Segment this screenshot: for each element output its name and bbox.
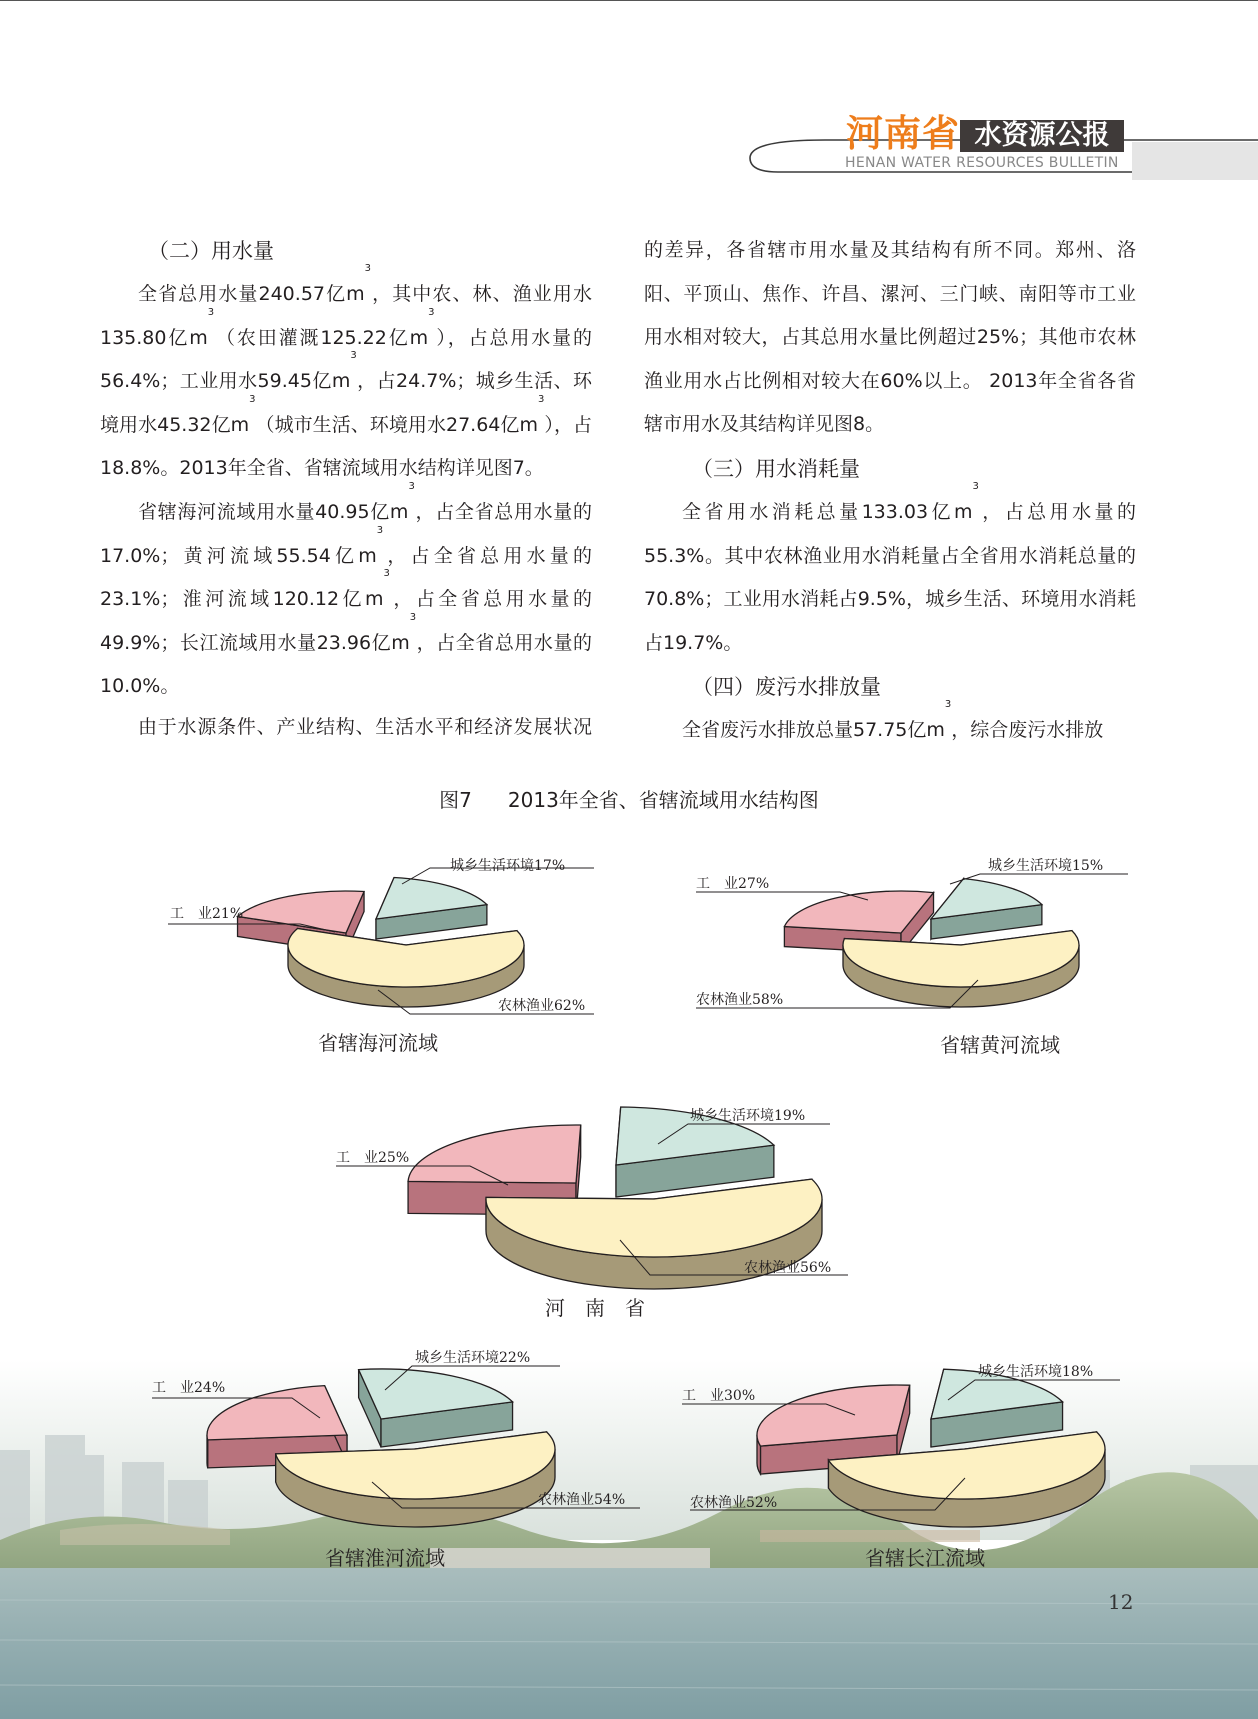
pie-label-industry: 工 业21% (170, 906, 244, 922)
pie-slice-domestic (376, 877, 487, 939)
pie-label-agriculture: 农林渔业56% (744, 1260, 832, 1276)
pie-label-industry: 工 业24% (152, 1380, 226, 1396)
pie-label-agriculture: 农林渔业54% (538, 1492, 626, 1508)
pie-title: 省辖海河流域 (318, 1031, 438, 1055)
pie-slice-top (207, 1386, 347, 1440)
pie-label-domestic: 城乡生活环境19% (690, 1108, 806, 1124)
pie-slice-agriculture (288, 928, 524, 1007)
pie-title: 省辖黄河流域 (940, 1033, 1060, 1057)
pie-chart-1 (168, 857, 594, 1055)
pie-label-domestic: 城乡生活环境18% (978, 1364, 1094, 1380)
pie-label-industry: 工 业30% (682, 1388, 756, 1404)
pie-title: 河 南 省 (545, 1296, 645, 1320)
pie-slice-domestic (359, 1369, 513, 1447)
pie-label-domestic: 城乡生活环境15% (988, 858, 1104, 874)
paragraph-total-use: 全省总用水量240.57亿$m^3$，其中农、林、渔业用水135.80亿$m^3$（农田灌溉125.22亿$m^3$），占总用水量的56.4%；工业用水59.45亿$m^3$，占24.7%；城乡生活、环境用水45.32亿$m^3$（城市生活、环境用水27.64亿$m^3$），占18.8%。2013年全省、省辖流域用水结构详见图7。 (100, 263, 592, 480)
header-title-box: 水资源公报 (960, 120, 1124, 152)
pie-label-industry: 工 业27% (696, 876, 770, 892)
figure-number: 图7 (439, 788, 472, 812)
figure-caption: 2013年全省、省辖流域用水结构图 (507, 788, 819, 812)
pie-slice-domestic (931, 1369, 1063, 1447)
heading-wastewater: （四）废污水排放量 (692, 675, 881, 700)
pie-label-agriculture: 农林渔业52% (690, 1495, 778, 1511)
pie-chart-5 (682, 1363, 1120, 1570)
pie-label-industry: 工 业25% (336, 1150, 410, 1166)
paragraph-city-use-cont: 的差异，各省辖市用水量及其结构有所不同。郑州、洛阳、平顶山、焦作、许昌、漯河、三门峡、南阳等市工业用水相对较大，占其总用水量比例超过25%；其他市农林渔业用水占比例相对较大在60%以上。 2013年全省各省辖市用水及其结构详见图8。 (644, 239, 1136, 436)
heading-consumption: （三）用水消耗量 (692, 457, 860, 481)
heading-water-use: （二）用水量 (148, 239, 274, 263)
pie-label-domestic: 城乡生活环境22% (415, 1350, 531, 1366)
paragraph-consumption: 全省用水消耗总量133.03亿$m^3$，占总用水量的55.3%。其中农林渔业用水消耗量占全省用水消耗总量的70.8%；工业用水消耗占9.5%，城乡生活、环境用水消耗占19.7%。 (644, 481, 1136, 654)
pie-label-domestic: 城乡生活环境17% (450, 858, 566, 874)
pie-label-agriculture: 农林渔业62% (498, 998, 586, 1014)
pie-chart-4 (152, 1349, 640, 1570)
pie-chart-2 (696, 857, 1128, 1057)
header-title-en: HENAN WATER RESOURCES BULLETIN (845, 155, 1119, 171)
paragraph-city-use: 由于水源条件、产业结构、生活水平和经济发展状况 (138, 716, 592, 738)
paragraph-wastewater: 全省废污水排放总量57.75亿$m^3$，综合废污水排放 (682, 699, 1104, 742)
pie-chart-3 (336, 1107, 848, 1320)
header-title-cn: 河南省 (846, 112, 960, 155)
page-number: 12 (1108, 1590, 1134, 1614)
paragraph-basin-use: 省辖海河流域用水量40.95亿$m^3$，占全省总用水量的17.0%；黄河流域55.54亿$m^3$，占全省总用水量的23.1%；淮河流域120.12亿$m^3$，占全省总用水量的49.9%；长江流域用水量23.96亿$m^3$，占全省总用水量的10.0%。 (100, 480, 592, 698)
pie-title: 省辖长江流域 (865, 1546, 985, 1570)
pie-label-agriculture: 农林渔业58% (696, 992, 784, 1008)
pie-slice-domestic (931, 879, 1042, 939)
pie-slice-agriculture (843, 931, 1079, 1007)
pie-title: 省辖淮河流域 (325, 1546, 445, 1570)
pie-slice-top (408, 1125, 581, 1183)
